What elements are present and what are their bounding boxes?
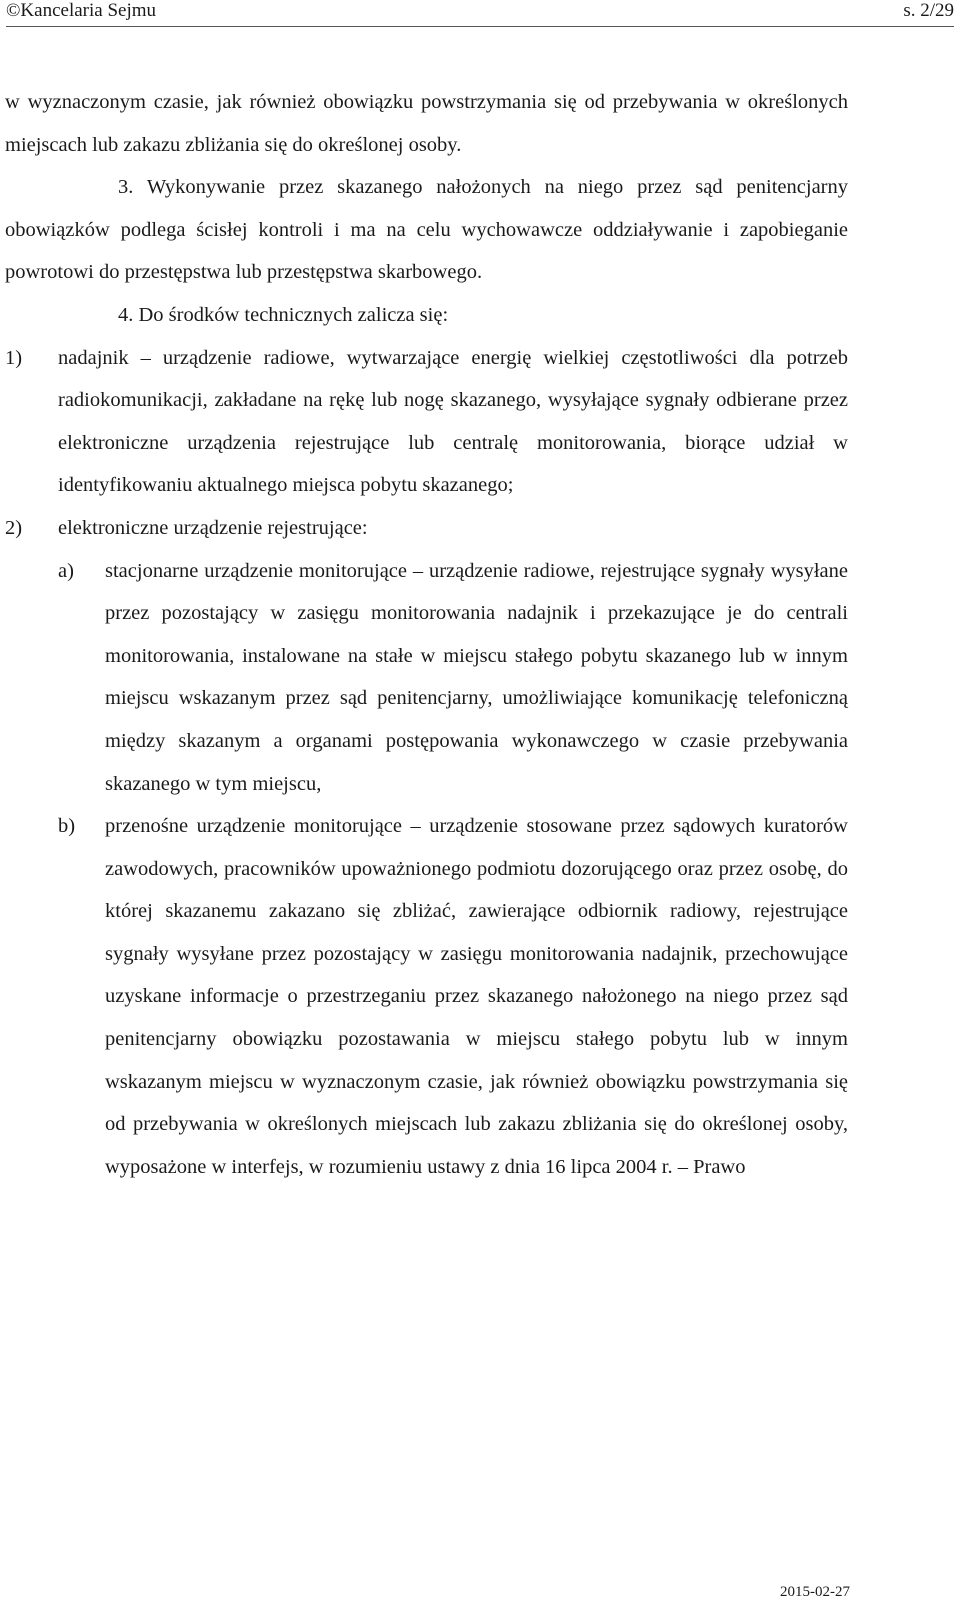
document-date: 2015-02-27 <box>780 1584 850 1600</box>
sublist-item-a <box>58 550 848 806</box>
paragraph-continuation: w wyznaczonym czasie, jak również obowiązku powstrzymania się od przebywania w określonych miejscach lub zakazu zbliżania się do określonej osoby. <box>5 91 848 156</box>
list-item-number: 2) <box>5 516 23 539</box>
page-number: s. 2/29 <box>903 0 954 21</box>
sublist-item-text: przenośne urządzenie monitorujące – urządzenie stosowane przez sądowych kuratorów zawodowych, pracowników upoważnionego podmiotu dozorującego oraz przez osobę, do której skazanemu zakazano się zbliżać, zawierające odbiornik radiowy, rejestrujące sygnały wysyłane przez pozostający w zasięgu monitorowania nadajnik, przechowujące uzyskane informacje o przestrzeganiu przez skazanego nałożonego na niego przez sąd penitencjarny obowiązku pozostawania w miejscu stałego pobytu lub w innym wskazanym miejscu w wyznaczonym czasie, jak również obowiązku powstrzymania się od przebywania w określonych miejscach lub zakazu zbliżania się do określonej osoby, wyposażone w interfejs, w rozumieniu ustawy z dnia 16 lipca 2004 r. – Prawo <box>105 815 848 1178</box>
list-item-number: 1) <box>5 346 23 369</box>
list-item-1 <box>5 337 848 507</box>
list-item-2 <box>5 507 848 550</box>
sublist-item-letter: b) <box>58 815 76 838</box>
sublist-item-b <box>58 805 848 1188</box>
list-item-text: elektroniczne urządzenie rejestrujące: <box>58 516 368 539</box>
sublist-item-text: stacjonarne urządzenie monitorujące – urządzenie radiowe, rejestrujące sygnały wysyłane przez pozostający w zasięgu monitorowania nadajnik i przekazujące je do centrali monitorowania, instalowane na stałe w miejscu stałego pobytu skazanego lub w innym miejscu wskazanym przez sąd penitencjarny, umożliwiające komunikację telefoniczną między skazanym a organami postępowania wykonawczego w czasie przebywania skazanego w tym miejscu, <box>105 559 848 795</box>
sublist-item-letter: a) <box>58 559 74 582</box>
paragraph-3: 3. Wykonywanie przez skazanego nałożonych na niego przez sąd penitencjarny obowiązków podlega ścisłej kontroli i ma na celu wychowawcze oddziaływanie i zapobieganie powrotowi do przestępstwa lub przestępstwa skarbowego. <box>5 176 848 284</box>
copyright-label: ©Kancelaria Sejmu <box>6 0 157 21</box>
list-item-text: nadajnik – urządzenie radiowe, wytwarzające energię wielkiej częstotliwości dla potrzeb radiokomunikacji, zakładane na rękę lub nogę skazanego, wysyłające sygnały odbierane przez elektroniczne urządzenia rejestrujące lub centralę monitorowania, biorące udział w identyfikowaniu aktualnego miejsca pobytu skazanego; <box>58 346 848 497</box>
paragraph-4: 4. Do środków technicznych zalicza się: <box>118 303 449 326</box>
page-header <box>6 0 954 27</box>
document-body <box>5 81 848 1188</box>
